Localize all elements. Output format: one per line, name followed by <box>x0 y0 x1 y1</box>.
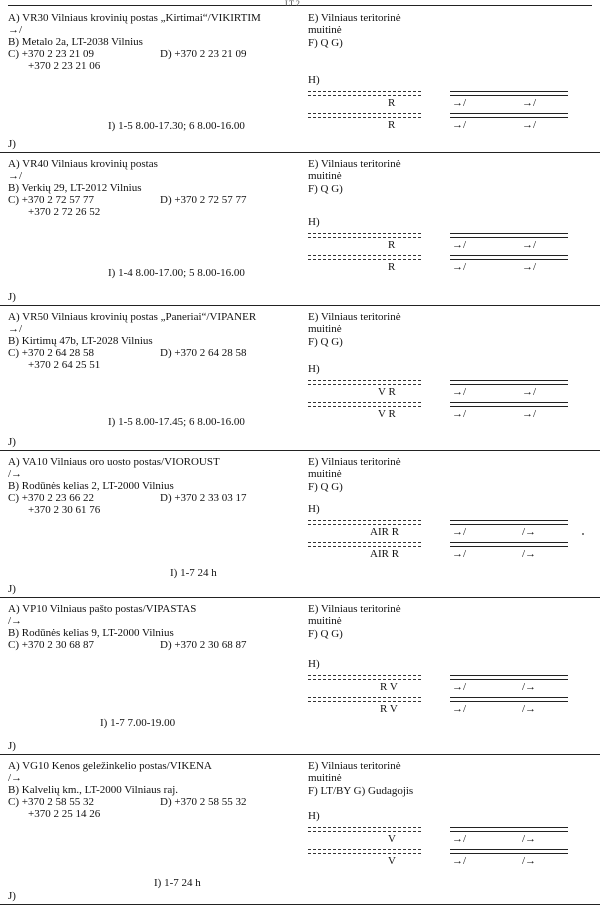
field-c-phone: C) +370 2 30 68 87 <box>8 639 94 651</box>
field-i-hours: I) 1-5 8.00-17.30; 6 8.00-16.00 <box>108 120 245 132</box>
field-c-phone-2: +370 2 30 61 76 <box>28 504 101 516</box>
field-e-territory: E) Vilniaus teritorinė <box>308 12 401 24</box>
h-row-1-codes: AIR R <box>370 526 400 538</box>
field-d-fax: D) +370 2 64 28 58 <box>160 347 247 359</box>
field-c-phone-2: +370 2 23 21 06 <box>28 60 101 72</box>
customs-post-entry <box>0 305 600 451</box>
field-h: H) <box>308 658 320 670</box>
separator-line <box>308 113 421 118</box>
h-row-1-arrow-right: →/ <box>522 97 537 109</box>
header-fragment: LT 2 <box>285 0 300 8</box>
h-row-2-arrow-right: →/ <box>522 261 537 273</box>
h-row-2-codes: R <box>388 261 396 273</box>
field-c-phone: C) +370 2 58 55 32 <box>8 796 94 808</box>
h-row-1-arrow-left: →/ <box>452 97 467 109</box>
field-i-hours: I) 1-7 24 h <box>154 877 201 889</box>
field-h: H) <box>308 74 320 86</box>
separator-line <box>450 113 568 118</box>
h-row-2-arrow-left: →/ <box>452 548 467 560</box>
h-row-2-codes: AIR R <box>370 548 400 560</box>
h-row-1-arrow-left: →/ <box>452 526 467 538</box>
field-a-post-name-cont: →/ <box>8 170 23 182</box>
separator-line <box>450 697 568 702</box>
field-b-address: B) Kirtimų 47b, LT-2028 Vilnius <box>8 335 153 347</box>
field-d-fax: D) +370 2 23 21 09 <box>160 48 247 60</box>
h-row-2-codes: V R <box>378 408 396 420</box>
separator-line <box>308 827 421 832</box>
separator-line <box>308 255 421 260</box>
field-f-g: F) Q G) <box>308 336 343 348</box>
customs-post-entry <box>0 152 600 306</box>
field-b-address: B) Kalvelių km., LT-2000 Vilniaus raj. <box>8 784 179 796</box>
h-row-1-arrow-right: /→ <box>522 833 537 845</box>
field-f-g: F) Q G) <box>308 37 343 49</box>
field-e-territory: E) Vilniaus teritorinė <box>308 456 401 468</box>
field-d-fax: D) +370 2 72 57 77 <box>160 194 247 206</box>
h-row-2-codes: R V <box>380 703 398 715</box>
field-c-phone-2: +370 2 64 25 51 <box>28 359 101 371</box>
field-d-fax: D) +370 2 30 68 87 <box>160 639 247 651</box>
field-c-phone: C) +370 2 64 28 58 <box>8 347 94 359</box>
stray-mark <box>582 533 584 535</box>
customs-post-entry <box>0 6 600 153</box>
separator-line <box>308 542 421 547</box>
h-row-1-codes: V <box>388 833 396 845</box>
field-b-address: B) Rodūnės kelias 9, LT-2000 Vilnius <box>8 627 174 639</box>
h-row-2-arrow-left: →/ <box>452 261 467 273</box>
field-c-phone: C) +370 2 72 57 77 <box>8 194 94 206</box>
field-f-g: F) Q G) <box>308 628 343 640</box>
field-a-post-name: A) VR50 Vilniaus krovinių postas „Paneriai“/VIPANER <box>8 311 257 323</box>
h-row-1-arrow-left: →/ <box>452 386 467 398</box>
customs-post-entry <box>0 597 600 755</box>
field-a-post-name-cont: →/ <box>8 24 23 36</box>
field-h: H) <box>308 503 320 515</box>
field-j: J) <box>8 890 16 902</box>
field-f-g: F) Q G) <box>308 183 343 195</box>
h-row-2-arrow-left: →/ <box>452 703 467 715</box>
separator-line <box>308 402 421 407</box>
field-f-g: F) Q G) <box>308 481 343 493</box>
field-i-hours: I) 1-5 8.00-17.45; 6 8.00-16.00 <box>108 416 245 428</box>
field-b-address: B) Rodūnės kelias 2, LT-2000 Vilnius <box>8 480 174 492</box>
h-row-1-arrow-left: →/ <box>452 833 467 845</box>
field-b-address: B) Verkių 29, LT-2012 Vilnius <box>8 182 142 194</box>
field-a-post-name: A) VR30 Vilniaus krovinių postas „Kirtimai“/VIKIRTIM <box>8 12 261 24</box>
field-h: H) <box>308 810 320 822</box>
field-i-hours: I) 1-4 8.00-17.00; 5 8.00-16.00 <box>108 267 245 279</box>
h-row-2-codes: R <box>388 119 396 131</box>
h-row-2-arrow-left: →/ <box>452 408 467 420</box>
h-row-2-arrow-left: →/ <box>452 119 467 131</box>
field-a-post-name: A) VR40 Vilniaus krovinių postas <box>8 158 158 170</box>
h-row-1-codes: R <box>388 239 396 251</box>
h-row-2-arrow-right: /→ <box>522 855 537 867</box>
h-row-1-codes: R <box>388 97 396 109</box>
h-row-2-arrow-right: /→ <box>522 703 537 715</box>
field-a-post-name-cont: /→ <box>8 772 23 784</box>
customs-post-entry <box>0 754 600 905</box>
field-f-g: F) LT/BY G) Gudagojis <box>308 785 414 797</box>
separator-line <box>450 849 568 854</box>
h-row-1-codes: R V <box>380 681 398 693</box>
h-row-2-codes: V <box>388 855 396 867</box>
separator-line <box>308 675 421 680</box>
field-a-post-name: A) VA10 Vilniaus oro uosto postas/VIOROUST <box>8 456 220 468</box>
field-d-fax: D) +370 2 58 55 32 <box>160 796 247 808</box>
separator-line <box>450 91 568 96</box>
separator-line <box>450 520 568 525</box>
h-row-1-arrow-right: →/ <box>522 239 537 251</box>
field-e-customs: muitinė <box>308 772 342 784</box>
separator-line <box>450 380 568 385</box>
separator-line <box>308 233 421 238</box>
field-i-hours: I) 1-7 24 h <box>170 567 217 579</box>
field-e-customs: muitinė <box>308 24 342 36</box>
field-j: J) <box>8 583 16 595</box>
h-row-2-arrow-right: →/ <box>522 408 537 420</box>
field-j: J) <box>8 436 16 448</box>
field-a-post-name: A) VG10 Kenos geležinkelio postas/VIKENA <box>8 760 212 772</box>
field-e-customs: muitinė <box>308 170 342 182</box>
separator-line <box>308 849 421 854</box>
field-a-post-name-cont: /→ <box>8 468 23 480</box>
field-c-phone: C) +370 2 23 66 22 <box>8 492 94 504</box>
field-c-phone: C) +370 2 23 21 09 <box>8 48 94 60</box>
field-a-post-name-cont: /→ <box>8 615 23 627</box>
field-e-customs: muitinė <box>308 468 342 480</box>
h-row-2-arrow-right: /→ <box>522 548 537 560</box>
h-row-1-arrow-right: →/ <box>522 386 537 398</box>
h-row-1-codes: V R <box>378 386 396 398</box>
h-row-1-arrow-right: /→ <box>522 681 537 693</box>
separator-line <box>308 697 421 702</box>
separator-line <box>308 91 421 96</box>
field-a-post-name-cont: →/ <box>8 323 23 335</box>
field-d-fax: D) +370 2 33 03 17 <box>160 492 247 504</box>
field-e-territory: E) Vilniaus teritorinė <box>308 603 401 615</box>
separator-line <box>308 380 421 385</box>
field-e-territory: E) Vilniaus teritorinė <box>308 311 401 323</box>
separator-line <box>450 675 568 680</box>
customs-post-entry <box>0 450 600 598</box>
h-row-1-arrow-left: →/ <box>452 681 467 693</box>
separator-line <box>450 542 568 547</box>
field-e-territory: E) Vilniaus teritorinė <box>308 760 401 772</box>
separator-line <box>450 255 568 260</box>
field-c-phone-2: +370 2 25 14 26 <box>28 808 101 820</box>
field-e-customs: muitinė <box>308 615 342 627</box>
separator-line <box>308 520 421 525</box>
field-i-hours: I) 1-7 7.00-19.00 <box>100 717 176 729</box>
field-e-territory: E) Vilniaus teritorinė <box>308 158 401 170</box>
field-j: J) <box>8 138 16 150</box>
h-row-1-arrow-right: /→ <box>522 526 537 538</box>
field-e-customs: muitinė <box>308 323 342 335</box>
h-row-2-arrow-left: →/ <box>452 855 467 867</box>
field-a-post-name: A) VP10 Vilniaus pašto postas/VIPASTAS <box>8 603 197 615</box>
h-row-2-arrow-right: →/ <box>522 119 537 131</box>
field-j: J) <box>8 291 16 303</box>
separator-line <box>450 827 568 832</box>
h-row-1-arrow-left: →/ <box>452 239 467 251</box>
field-h: H) <box>308 363 320 375</box>
field-h: H) <box>308 216 320 228</box>
separator-line <box>450 233 568 238</box>
field-b-address: B) Metalo 2a, LT-2038 Vilnius <box>8 36 143 48</box>
field-j: J) <box>8 740 16 752</box>
separator-line <box>450 402 568 407</box>
field-c-phone-2: +370 2 72 26 52 <box>28 206 101 218</box>
